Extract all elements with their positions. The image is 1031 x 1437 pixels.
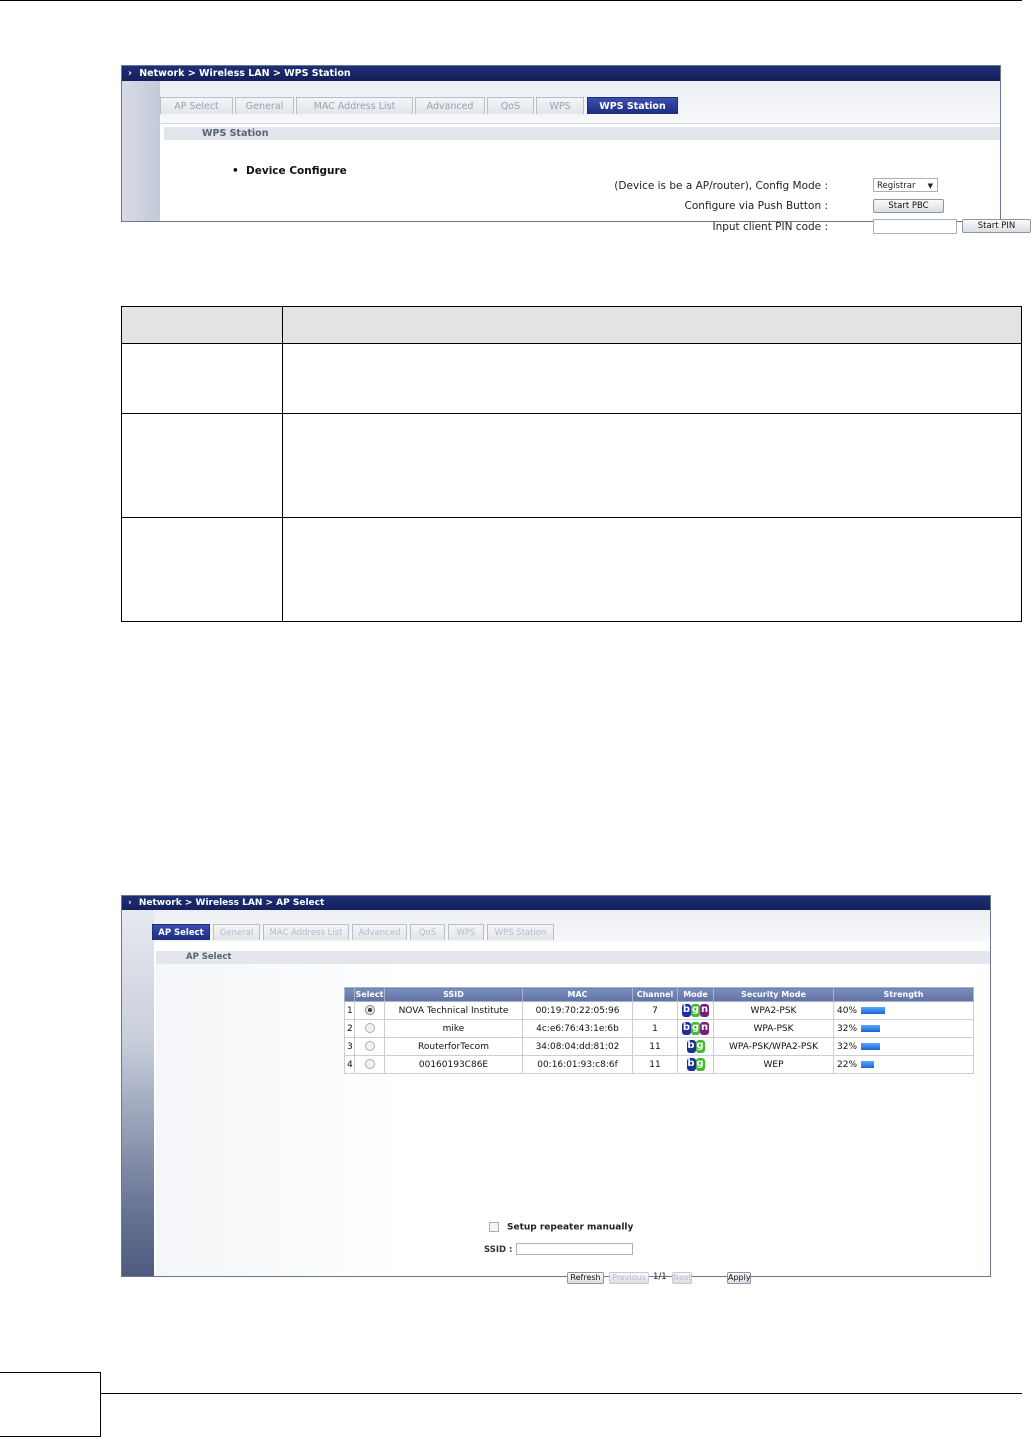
strength-text: 40%	[837, 1005, 858, 1016]
chevron-right-icon: ›	[128, 898, 132, 908]
channel-column-header: Channel	[633, 988, 678, 1002]
row-index: 2	[345, 1020, 355, 1038]
page-indicator: 1/1	[653, 1272, 667, 1282]
mode-cell	[678, 1020, 714, 1038]
start-pin-button[interactable]: Start PIN	[962, 219, 1031, 233]
ap-select-screenshot	[121, 895, 991, 1282]
security-cell: WPA2-PSK	[714, 1002, 834, 1020]
previous-button[interactable]: Previous	[609, 1272, 649, 1284]
tab-mac-address-list[interactable]: MAC Address List	[296, 97, 413, 114]
push-button-label: Configure via Push Button :	[684, 200, 828, 212]
strength-column-header: Strength	[834, 988, 974, 1002]
pin-code-input[interactable]	[873, 219, 957, 234]
tab-qos[interactable]: QoS	[410, 924, 445, 940]
mode-n-icon: n	[700, 1022, 709, 1033]
start-pbc-button[interactable]: Start PBC	[873, 199, 944, 213]
strength-cell	[834, 1056, 974, 1074]
mode-b-icon: b	[682, 1004, 691, 1015]
section-title: WPS Station	[164, 127, 1000, 140]
main-panel	[154, 910, 990, 1282]
tab-bar	[154, 910, 990, 942]
config-mode-value: Registrar	[877, 181, 916, 191]
index-column-header	[345, 988, 355, 1002]
ssid-label: SSID :	[484, 1245, 513, 1255]
select-cell[interactable]	[355, 1002, 385, 1020]
select-cell[interactable]	[355, 1038, 385, 1056]
tab-general[interactable]: General	[235, 97, 294, 114]
breadcrumb-text: Network > Wireless LAN > WPS Station	[139, 68, 351, 79]
mac-cell: 00:19:70:22:05:96	[523, 1002, 633, 1020]
breadcrumb	[122, 896, 990, 910]
mode-g-icon: g	[696, 1040, 704, 1051]
mode-g-icon: g	[696, 1058, 704, 1069]
tab-advanced[interactable]: Advanced	[352, 924, 407, 940]
security-cell: WEP	[714, 1056, 834, 1074]
mode-icons	[687, 1058, 705, 1071]
tab-bar	[160, 81, 1000, 124]
table-row	[122, 344, 1022, 414]
strength-cell	[834, 1038, 974, 1056]
strength-cell	[834, 1002, 974, 1020]
chevron-right-icon: ›	[128, 68, 132, 79]
channel-cell: 11	[633, 1056, 678, 1074]
row-index: 3	[345, 1038, 355, 1056]
apply-button[interactable]: Apply	[728, 1273, 751, 1282]
ssid-input[interactable]	[516, 1243, 633, 1255]
table-cell	[122, 518, 283, 622]
mode-b-icon: b	[682, 1022, 691, 1033]
select-radio[interactable]	[365, 1041, 375, 1051]
signal-strength-bar	[861, 1043, 880, 1050]
ssid-column-header: SSID	[385, 988, 523, 1002]
chevron-down-icon: ▼	[927, 182, 933, 190]
mac-cell: 34:08:04:dd:81:02	[523, 1038, 633, 1056]
tab-advanced[interactable]: Advanced	[415, 97, 485, 114]
table-row[interactable]	[345, 1020, 974, 1038]
footer-rule	[0, 1393, 1022, 1394]
mode-cell	[678, 1038, 714, 1056]
ssid-cell: RouterforTecom	[385, 1038, 523, 1056]
mode-icons	[682, 1022, 709, 1035]
tab-wps[interactable]: WPS	[448, 924, 484, 940]
table-row[interactable]	[345, 1002, 974, 1020]
setup-repeater-label: Setup repeater manually	[507, 1222, 634, 1233]
tab-qos[interactable]: QoS	[487, 97, 534, 114]
select-cell[interactable]	[355, 1020, 385, 1038]
tab-wps[interactable]: WPS	[536, 97, 584, 114]
table-cell	[283, 344, 1022, 414]
row-index: 4	[345, 1056, 355, 1074]
table-header-row	[345, 988, 974, 1002]
mode-g-icon: g	[691, 1004, 700, 1015]
device-configure-label: Device Configure	[246, 165, 347, 177]
table-header-cell	[122, 307, 283, 344]
table-header-cell	[283, 307, 1022, 344]
security-cell: WPA-PSK/WPA2-PSK	[714, 1038, 834, 1056]
ap-list-table	[344, 987, 974, 1074]
mode-icons	[687, 1040, 705, 1053]
row-index: 1	[345, 1002, 355, 1020]
signal-strength-bar	[861, 1025, 880, 1032]
channel-cell: 1	[633, 1020, 678, 1038]
mode-column-header: Mode	[678, 988, 714, 1002]
table-row	[122, 414, 1022, 518]
mode-cell	[678, 1056, 714, 1074]
page-number-box	[0, 1372, 101, 1437]
strength-cell	[834, 1020, 974, 1038]
ssid-cell: 00160193C86E	[385, 1056, 523, 1074]
signal-strength-bar	[861, 1061, 874, 1068]
channel-cell: 11	[633, 1038, 678, 1056]
tab-wps-station[interactable]: WPS Station	[587, 97, 678, 114]
mode-cell	[678, 1002, 714, 1020]
mode-n-icon: n	[700, 1004, 709, 1015]
table-cell	[122, 344, 283, 414]
device-configure-heading	[232, 165, 347, 177]
tab-mac-address-list[interactable]: MAC Address List	[263, 924, 349, 940]
channel-cell: 7	[633, 1002, 678, 1020]
tab-ap-select[interactable]: AP Select	[160, 97, 233, 114]
mac-column-header: MAC	[523, 988, 633, 1002]
table-row[interactable]	[345, 1038, 974, 1056]
select-radio[interactable]	[365, 1023, 375, 1033]
mode-icons	[682, 1004, 709, 1017]
select-cell[interactable]	[355, 1056, 385, 1074]
table-row[interactable]	[345, 1056, 974, 1074]
sidebar	[122, 81, 160, 221]
strength-text: 32%	[837, 1041, 858, 1052]
breadcrumb-text: Network > Wireless LAN > AP Select	[138, 898, 325, 908]
mac-cell: 00:16:01:93:c8:6f	[523, 1056, 633, 1074]
strength-text: 22%	[837, 1059, 858, 1070]
mode-g-icon: g	[691, 1022, 700, 1033]
tab-wps-station[interactable]: WPS Station	[487, 924, 554, 940]
main-panel	[160, 81, 1016, 233]
config-mode-select[interactable]	[873, 178, 938, 192]
header-rule	[0, 0, 1022, 1]
field-description-table	[121, 306, 1022, 622]
mac-cell: 4c:e6:76:43:1e:6b	[523, 1020, 633, 1038]
setup-repeater-checkbox[interactable]	[489, 1222, 499, 1232]
config-mode-label: (Device is be a AP/router), Config Mode :	[614, 180, 828, 192]
mode-b-icon: b	[687, 1058, 695, 1069]
table-cell	[283, 518, 1022, 622]
refresh-button[interactable]: Refresh	[567, 1272, 604, 1284]
setup-repeater-option[interactable]	[489, 1222, 633, 1233]
mode-b-icon: b	[687, 1040, 695, 1051]
tab-general[interactable]: General	[213, 924, 260, 940]
ssid-cell: mike	[385, 1020, 523, 1038]
breadcrumb	[122, 66, 1000, 81]
strength-text: 32%	[837, 1023, 858, 1034]
ssid-cell: NOVA Technical Institute	[385, 1002, 523, 1020]
signal-strength-bar	[861, 1007, 885, 1014]
table-cell	[122, 414, 283, 518]
next-button[interactable]: Next	[673, 1273, 692, 1282]
table-row	[122, 518, 1022, 622]
tab-ap-select[interactable]: AP Select	[152, 924, 210, 940]
table-cell	[283, 414, 1022, 518]
section-title: AP Select	[156, 951, 990, 964]
select-radio[interactable]	[365, 1005, 375, 1015]
pin-code-label: Input client PIN code :	[712, 221, 828, 233]
security-cell: WPA-PSK	[714, 1020, 834, 1038]
security-column-header: Security Mode	[714, 988, 834, 1002]
table-header-row	[122, 307, 1022, 344]
wps-station-screenshot	[121, 65, 1016, 233]
select-radio[interactable]	[365, 1059, 375, 1069]
sidebar	[122, 910, 154, 1276]
select-column-header: Select	[355, 988, 385, 1002]
ap-list-body	[345, 1002, 974, 1074]
bullet-icon: •	[232, 165, 247, 177]
